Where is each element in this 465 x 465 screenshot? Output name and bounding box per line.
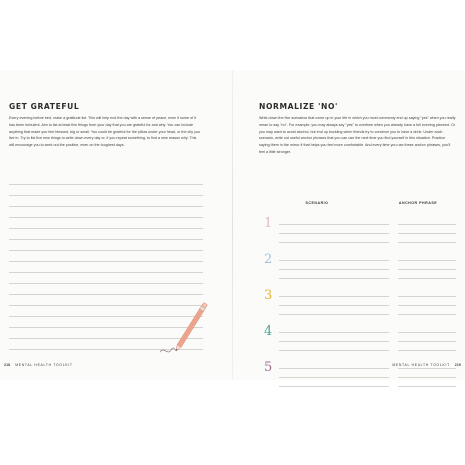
left-page-heading: GET GRATEFUL — [9, 102, 80, 111]
right-page-body: Write down the five scenarios that come up in your life in which you most commonly end up saying "yes" when you really mean to say "no". For example, you may always say "yes" to overtime when you already have a full evening planned. Or you may want to avoid alcohol, but end up buckling when friends try to convince you to have a drink. Under each scenario, write out useful anchor phrases that you can use the next time you find yourself in this situation. Practice saying them in the mirror if that helps you feel more comfortable. And every time you use these anchor phrases, you'll feel a little stronger. — [259, 116, 456, 154]
right-page-folio — [392, 363, 461, 367]
anchor-phrase-writing-line — [398, 269, 456, 270]
anchor-phrase-writing-line — [398, 224, 456, 225]
right-page-heading: NORMALIZE 'NO' — [259, 102, 338, 111]
right-page — [233, 70, 465, 380]
scenario-number: 3 — [264, 288, 273, 303]
scenario-writing-line — [279, 278, 389, 279]
scenario-writing-line — [279, 314, 389, 315]
writing-line — [9, 250, 203, 251]
anchor-phrase-writing-line — [398, 278, 456, 279]
scenario-writing-line — [279, 233, 389, 234]
scenario-writing-line — [279, 260, 389, 261]
scenario-writing-line — [279, 368, 389, 369]
anchor-phrase-writing-line — [398, 368, 456, 369]
scenario-entry — [261, 322, 461, 358]
left-page-folio — [4, 363, 73, 367]
scenario-writing-line — [279, 350, 389, 351]
scenario-writing-line — [279, 305, 389, 306]
anchor-phrase-column-header: ANCHOR PHRASE — [398, 201, 438, 205]
scenario-entry — [261, 250, 461, 286]
anchor-phrase-writing-line — [398, 242, 456, 243]
writing-line — [9, 184, 203, 185]
anchor-phrase-writing-line — [398, 305, 456, 306]
scenario-writing-line — [279, 242, 389, 243]
scenario-writing-line — [279, 224, 389, 225]
page-number: 218 — [4, 363, 11, 367]
left-page-body: Every evening before bed, make a gratitude list. This will help end the day with a sense of peace, even if some of it has been turbulent. Aim to list at least five things from your day that you are grateful for and why. You can include anything that made you feel blessed, big or small. You could be grateful for the pillow under your head, or the city you live in. Try to list five new things to write down every day or, if you repeat something, to find a new reason why. This will encourage you to seek out the positive, even on the toughest days. — [9, 116, 201, 148]
scenario-writing-line — [279, 269, 389, 270]
writing-line — [9, 261, 203, 262]
writing-line — [9, 294, 203, 295]
anchor-phrase-writing-line — [398, 332, 456, 333]
scenario-entry — [261, 286, 461, 322]
scenario-entry — [261, 214, 461, 250]
writing-line — [9, 206, 203, 207]
scenario-number: 5 — [264, 360, 273, 375]
scenario-writing-line — [279, 377, 389, 378]
writing-line — [9, 283, 203, 284]
anchor-phrase-writing-line — [398, 341, 456, 342]
scenario-number: 2 — [264, 252, 273, 267]
scenario-writing-line — [279, 386, 389, 387]
writing-line — [9, 272, 203, 273]
writing-line — [9, 217, 203, 218]
scenario-column-header: SCENARIO — [305, 201, 329, 205]
scenario-writing-line — [279, 296, 389, 297]
anchor-phrase-writing-line — [398, 296, 456, 297]
writing-line — [9, 195, 203, 196]
anchor-phrase-writing-line — [398, 386, 456, 387]
anchor-phrase-writing-line — [398, 314, 456, 315]
anchor-phrase-writing-line — [398, 233, 456, 234]
scenario-number: 4 — [264, 324, 273, 339]
anchor-phrase-writing-line — [398, 260, 456, 261]
scenario-writing-line — [279, 332, 389, 333]
writing-line — [9, 239, 203, 240]
anchor-phrase-writing-line — [398, 350, 456, 351]
left-page — [0, 70, 232, 380]
anchor-phrase-writing-line — [398, 377, 456, 378]
writing-line — [9, 228, 203, 229]
scenario-number: 1 — [264, 216, 273, 231]
running-title: MENTAL HEALTH TOOLKIT — [392, 363, 450, 367]
page-number: 219 — [454, 363, 461, 367]
pencil-icon — [158, 302, 220, 360]
running-title: MENTAL HEALTH TOOLKIT — [15, 363, 73, 367]
scenario-writing-line — [279, 341, 389, 342]
